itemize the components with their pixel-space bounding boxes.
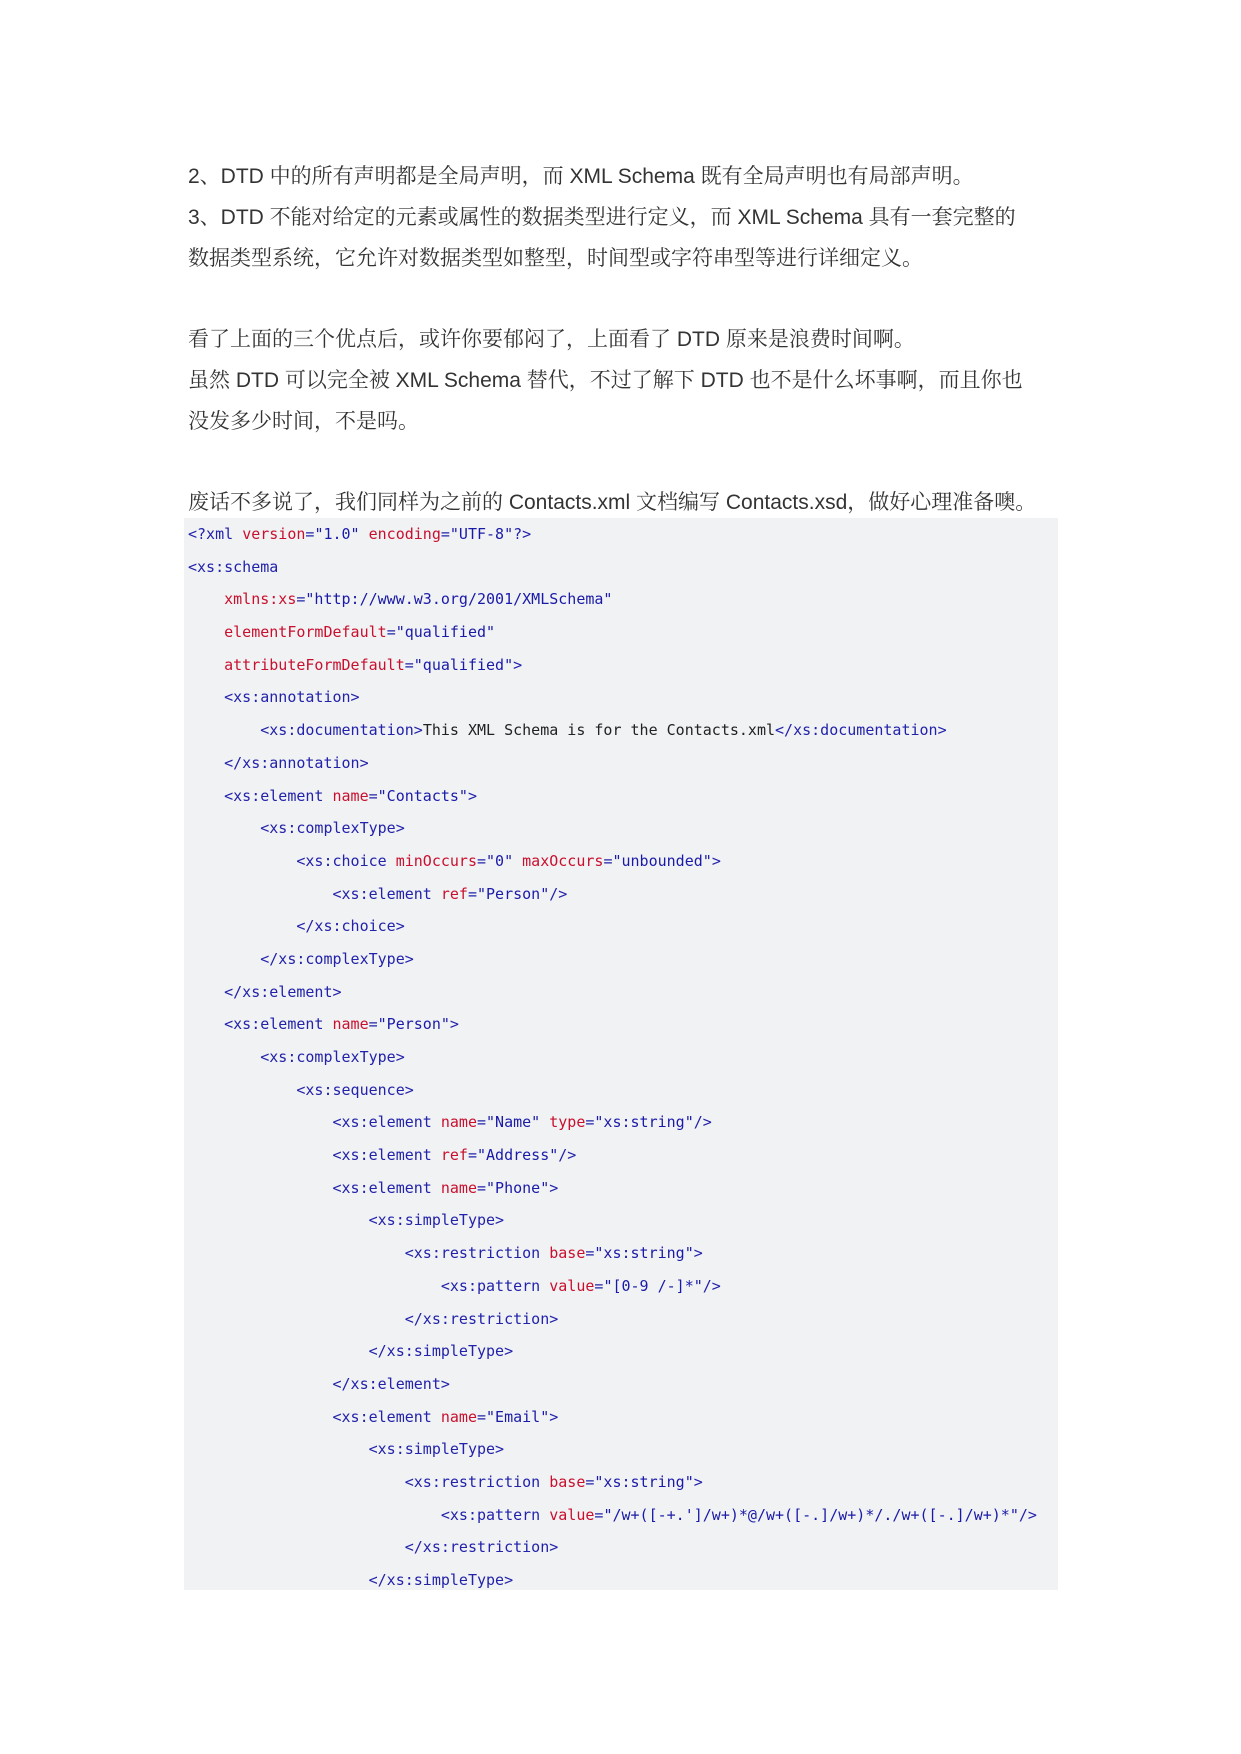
code-line xyxy=(184,681,1058,714)
code-token: > xyxy=(693,1244,703,1263)
code-token: "UTF-8" xyxy=(449,525,514,543)
code-token: /> xyxy=(558,1146,577,1165)
code-token: "xs:string" xyxy=(594,1113,694,1132)
code-token: = xyxy=(296,590,306,609)
code-token: type xyxy=(549,1113,586,1132)
code-line xyxy=(184,1564,1058,1590)
code-token xyxy=(188,1506,441,1524)
code-token xyxy=(188,721,260,739)
code-token: name xyxy=(332,786,369,805)
code-token xyxy=(188,590,224,608)
code-line xyxy=(184,714,1058,747)
code-token: <xs:simpleType> xyxy=(368,1440,505,1459)
code-token xyxy=(188,1048,260,1066)
code-token xyxy=(188,1081,296,1099)
code-token: = xyxy=(585,1113,595,1132)
code-token: </xs:simpleType> xyxy=(368,1571,514,1589)
code-token: xmlns:xs xyxy=(224,590,297,609)
code-line xyxy=(184,551,1058,584)
code-token: "Contacts" xyxy=(377,786,468,805)
code-token: name xyxy=(332,1015,369,1034)
code-token xyxy=(188,983,224,1001)
code-line xyxy=(184,1204,1058,1237)
code-token: /> xyxy=(693,1113,712,1132)
code-token: = xyxy=(594,1276,604,1295)
code-token: <xs:pattern xyxy=(440,1505,550,1524)
code-token: attributeFormDefault xyxy=(224,655,405,674)
code-token: > xyxy=(449,1015,459,1034)
code-token xyxy=(540,1113,549,1131)
code-token: <xs:element xyxy=(332,1178,441,1197)
code-token: "[0-9 /-]*" xyxy=(603,1276,703,1295)
code-token: name xyxy=(440,1178,477,1197)
code-token xyxy=(188,1113,333,1131)
code-token: </xs:annotation> xyxy=(224,753,369,772)
code-token: <xs:schema xyxy=(188,557,279,576)
paragraph-line: 数据类型系统，它允许对数据类型如整型，时间型或字符串型等进行详细定义。 xyxy=(188,247,923,270)
code-token xyxy=(188,917,296,935)
code-token: "1.0" xyxy=(314,525,360,543)
code-token: <xs:element xyxy=(332,1146,441,1165)
code-line xyxy=(184,518,1058,551)
code-token: <xs:element xyxy=(332,1407,441,1426)
code-token xyxy=(188,1310,405,1328)
code-line xyxy=(184,1401,1058,1434)
code-token: maxOccurs xyxy=(522,851,604,870)
code-token: > xyxy=(513,655,523,674)
code-block-xsd xyxy=(184,518,1058,1590)
code-line xyxy=(184,1368,1058,1401)
code-token xyxy=(188,1015,224,1033)
code-token: ref xyxy=(440,884,468,903)
code-line xyxy=(184,1531,1058,1564)
code-token: "0" xyxy=(486,851,514,870)
code-line xyxy=(184,1335,1058,1368)
code-token: > xyxy=(549,1407,559,1426)
code-token: = xyxy=(386,623,396,642)
code-token: </xs:documentation> xyxy=(775,721,947,740)
code-token: /> xyxy=(702,1276,721,1295)
code-token: "Name" xyxy=(486,1113,541,1132)
code-line xyxy=(184,845,1058,878)
code-line xyxy=(184,1074,1058,1107)
paragraph-line: 没发多少时间，不是吗。 xyxy=(188,410,419,433)
code-token: base xyxy=(549,1472,586,1491)
code-token: <xs:sequence> xyxy=(296,1080,414,1099)
code-token: "http://www.w3.org/2001/XMLSchema" xyxy=(305,590,613,609)
code-token: = xyxy=(368,786,378,805)
code-token xyxy=(188,1244,405,1262)
paragraph-intro-xsd xyxy=(188,482,1058,523)
code-token: = xyxy=(440,525,450,543)
code-token: ?> xyxy=(513,525,532,543)
code-token xyxy=(188,852,296,870)
code-token: = xyxy=(585,1244,595,1263)
code-line xyxy=(184,1466,1058,1499)
code-token: "xs:string" xyxy=(594,1472,694,1491)
code-token xyxy=(188,1179,333,1197)
code-line xyxy=(184,1270,1058,1303)
code-token: ref xyxy=(440,1146,468,1165)
code-token: <xs:annotation> xyxy=(224,688,360,707)
code-token: <xs:restriction xyxy=(404,1472,550,1491)
code-line xyxy=(184,878,1058,911)
code-token: elementFormDefault xyxy=(224,623,387,642)
code-token: </xs:choice> xyxy=(296,917,405,936)
code-token xyxy=(188,688,224,706)
code-token: "Email" xyxy=(486,1407,550,1426)
code-token: value xyxy=(549,1276,595,1295)
code-token: = xyxy=(467,1146,477,1165)
code-token xyxy=(360,525,369,543)
code-token: > xyxy=(711,851,721,870)
code-token: </xs:restriction> xyxy=(404,1309,559,1328)
code-token xyxy=(188,754,224,772)
paragraph-line: 2、DTD 中的所有声明都是全局声明，而 XML Schema 既有全局声明也有局部声明。 xyxy=(188,165,974,188)
code-token: </xs:element> xyxy=(224,982,342,1001)
code-token xyxy=(188,1146,333,1164)
code-token: "/w+([-+.']/w+)*@/w+([-.]/w+)*/./w+([-.]/w+)*" xyxy=(603,1505,1019,1524)
code-token: > xyxy=(467,786,477,805)
code-token: version xyxy=(242,525,306,543)
code-token xyxy=(188,885,333,903)
code-token: = xyxy=(305,525,315,543)
code-token: <xs:choice xyxy=(296,851,396,870)
code-token: = xyxy=(467,884,477,903)
code-token xyxy=(188,1571,369,1589)
code-line xyxy=(184,780,1058,813)
paragraph-line: 3、DTD 不能对给定的元素或属性的数据类型进行定义，而 XML Schema 具有一套完整的 xyxy=(188,206,1016,229)
code-line xyxy=(184,812,1058,845)
code-line xyxy=(184,616,1058,649)
code-token xyxy=(188,1538,405,1556)
code-token xyxy=(188,1408,333,1426)
code-token: "Phone" xyxy=(486,1178,550,1197)
code-token: </xs:element> xyxy=(332,1374,450,1393)
code-line xyxy=(184,1008,1058,1041)
paragraph-line: 虽然 DTD 可以完全被 XML Schema 替代，不过了解下 DTD 也不是什么坏事啊，而且你也 xyxy=(188,369,1023,392)
code-token: = xyxy=(477,1113,487,1132)
code-token: "qualified" xyxy=(413,655,514,674)
code-line xyxy=(184,583,1058,616)
code-token: <xs:pattern xyxy=(440,1276,550,1295)
paragraph-line: 废话不多说了，我们同样为之前的 Contacts.xml 文档编写 Contacts.xsd，做好心理准备噢。 xyxy=(188,491,1037,514)
code-token: <xs:element xyxy=(332,884,441,903)
code-token: </xs:restriction> xyxy=(404,1538,559,1557)
code-token: > xyxy=(693,1472,703,1491)
paragraph-xsd-advantages xyxy=(188,156,1058,279)
code-token: <xs:simpleType> xyxy=(368,1211,505,1230)
code-token: </xs:simpleType> xyxy=(368,1342,514,1361)
code-token: /> xyxy=(1018,1505,1037,1524)
code-token: = xyxy=(585,1472,595,1491)
code-token: <xs:documentation> xyxy=(260,721,423,740)
code-line xyxy=(184,1303,1058,1336)
code-token xyxy=(188,656,224,674)
code-token: = xyxy=(594,1505,604,1524)
code-token: = xyxy=(603,851,613,870)
code-token: name xyxy=(440,1113,477,1132)
code-line xyxy=(184,649,1058,682)
code-token: "Person" xyxy=(377,1015,450,1034)
code-token: "xs:string" xyxy=(594,1244,694,1263)
code-line xyxy=(184,747,1058,780)
code-token: "qualified" xyxy=(395,623,496,642)
code-token xyxy=(188,1277,441,1295)
code-token xyxy=(188,787,224,805)
code-token xyxy=(188,819,260,837)
code-line xyxy=(184,1106,1058,1139)
code-line xyxy=(184,1237,1058,1270)
code-token xyxy=(188,623,224,641)
code-token: <xs:element xyxy=(332,1113,441,1132)
code-line xyxy=(184,1172,1058,1205)
code-token: = xyxy=(477,1178,487,1197)
code-token: <xs:element xyxy=(224,786,333,805)
code-token: </xs:complexType> xyxy=(260,949,414,968)
code-token xyxy=(188,950,260,968)
code-token: <xs:complexType> xyxy=(260,819,405,838)
code-token: "unbounded" xyxy=(612,851,712,870)
code-token xyxy=(513,852,522,870)
code-token: encoding xyxy=(368,525,441,543)
code-token: value xyxy=(549,1505,595,1524)
code-token xyxy=(188,1211,369,1229)
code-line xyxy=(184,1499,1058,1532)
code-token: minOccurs xyxy=(395,851,477,870)
code-token: name xyxy=(440,1407,477,1426)
code-line xyxy=(184,1041,1058,1074)
paragraph-dtd-comment xyxy=(188,319,1058,442)
code-token: > xyxy=(549,1178,559,1197)
code-token: = xyxy=(477,851,487,870)
code-token: This XML Schema is for the Contacts.xml xyxy=(422,721,776,740)
code-token: base xyxy=(549,1244,586,1263)
code-token: "Person" xyxy=(477,884,550,903)
code-token: <xs:element xyxy=(224,1015,333,1034)
code-line xyxy=(184,1433,1058,1466)
code-line xyxy=(184,1139,1058,1172)
code-token: <xs:complexType> xyxy=(260,1048,405,1066)
paragraph-line: 看了上面的三个优点后，或许你要郁闷了，上面看了 DTD 原来是浪费时间啊。 xyxy=(188,328,915,351)
code-token: <xs:restriction xyxy=(404,1244,550,1263)
code-token: = xyxy=(477,1407,487,1426)
code-token: /> xyxy=(549,884,568,903)
code-token xyxy=(188,1375,333,1393)
code-token: <?xml xyxy=(188,525,243,543)
code-token xyxy=(188,1473,405,1491)
code-token xyxy=(188,1440,369,1458)
code-token: "Address" xyxy=(477,1146,559,1165)
code-line xyxy=(184,943,1058,976)
code-line xyxy=(184,976,1058,1009)
code-token: = xyxy=(368,1015,378,1034)
code-line xyxy=(184,910,1058,943)
code-token xyxy=(188,1342,369,1360)
code-token: = xyxy=(404,655,414,674)
